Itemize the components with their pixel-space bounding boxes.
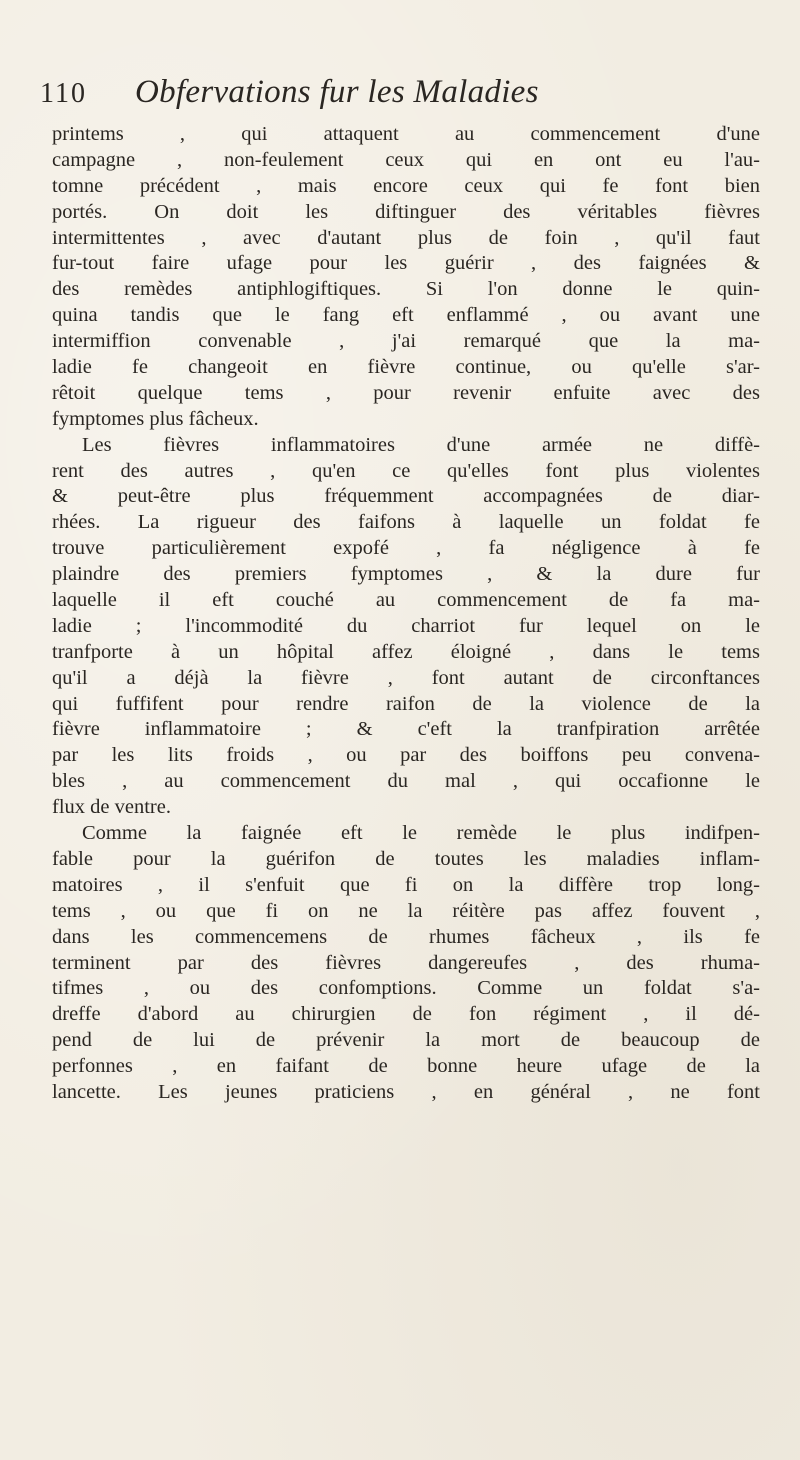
text-line: & peut-être plus fréquemment accompagnées de diar- <box>52 485 760 508</box>
text-line: rhées. La rigueur des faifons à laquelle un foldat fe <box>52 511 760 534</box>
text-line: flux de ventre. <box>52 796 171 819</box>
text-line: rent des autres , qu'en ce qu'elles font plus violentes <box>52 459 760 482</box>
text-line: tems , ou que fi on ne la réitère pas affez fouvent , <box>52 899 760 922</box>
text-line: perfonnes , en faifant de bonne heure ufage de la <box>52 1055 760 1078</box>
text-line: par les lits froids , ou par des boiffons peu convena- <box>52 744 760 767</box>
running-head <box>40 74 760 118</box>
text-line: tomne précédent , mais encore ceux qui fe font bien <box>52 174 760 197</box>
running-title: Obfervations fur les Maladies <box>135 74 539 110</box>
text-line: ladie fe changeoit en fièvre continue, ou qu'elle s'ar- <box>52 356 760 379</box>
paragraph-start: Les fièvres inflammatoires d'une armée ne diffè- <box>82 433 760 456</box>
text-line: trouve particulièrement expofé , fa négligence à fe <box>52 537 760 560</box>
text-line: ladie ; l'incommodité du charriot fur lequel on le <box>52 614 760 637</box>
text-line: laquelle il eft couché au commencement de fa ma- <box>52 589 760 612</box>
text-line: bles , au commencement du mal , qui occafionne le <box>52 770 760 793</box>
text-line: qui fuffifent pour rendre raifon de la violence de la <box>52 692 760 715</box>
text-line: printems , qui attaquent au commencement d'une <box>52 123 760 145</box>
text-line: plaindre des premiers fymptomes , & la dure fur <box>52 563 760 586</box>
text-line: matoires , il s'enfuit que fi on la diffère trop long- <box>52 873 760 896</box>
text-line: fable pour la guérifon de toutes les maladies inflam- <box>52 847 760 870</box>
text-line: quina tandis que le fang eft enflammé , ou avant une <box>52 304 760 327</box>
text-line: intermiffion convenable , j'ai remarqué que la ma- <box>52 330 760 353</box>
text-line: terminent par des fièvres dangereufes , des rhuma- <box>52 951 760 974</box>
text-line: qu'il a déjà la fièvre , font autant de circonftances <box>52 666 760 689</box>
page-number: 110 <box>40 78 87 109</box>
text-line: tifmes , ou des confomptions. Comme un foldat s'a- <box>52 977 760 1000</box>
text-line: tranfporte à un hôpital affez éloigné , dans le tems <box>52 640 760 663</box>
text-line: des remèdes antiphlogiftiques. Si l'on donne le quin- <box>52 278 760 301</box>
paragraph-start: Comme la faignée eft le remède le plus indifpen- <box>82 822 760 845</box>
text-line: fur-tout faire ufage pour les guérir , des faignées & <box>52 252 760 275</box>
text-line: rêtoit quelque tems , pour revenir enfuite avec des <box>52 381 760 404</box>
text-line: portés. On doit les diftinguer des véritables fièvres <box>52 200 760 223</box>
text-line: fymptomes plus fâcheux. <box>52 407 259 430</box>
text-line: intermittentes , avec d'autant plus de foin , qu'il faut <box>52 226 760 249</box>
text-line: campagne , non-feulement ceux qui en ont eu l'au- <box>52 148 760 171</box>
text-line: lancette. Les jeunes praticiens , en général , ne font <box>52 1080 760 1103</box>
text-line: dans les commencemens de rhumes fâcheux , ils fe <box>52 925 760 948</box>
text-line: dreffe d'abord au chirurgien de fon régiment , il dé- <box>52 1003 760 1026</box>
text-line: pend de lui de prévenir la mort de beaucoup de <box>52 1029 760 1052</box>
text-line: fièvre inflammatoire ; & c'eft la tranfpiration arrêtée <box>52 718 760 741</box>
body-text <box>52 122 760 1106</box>
